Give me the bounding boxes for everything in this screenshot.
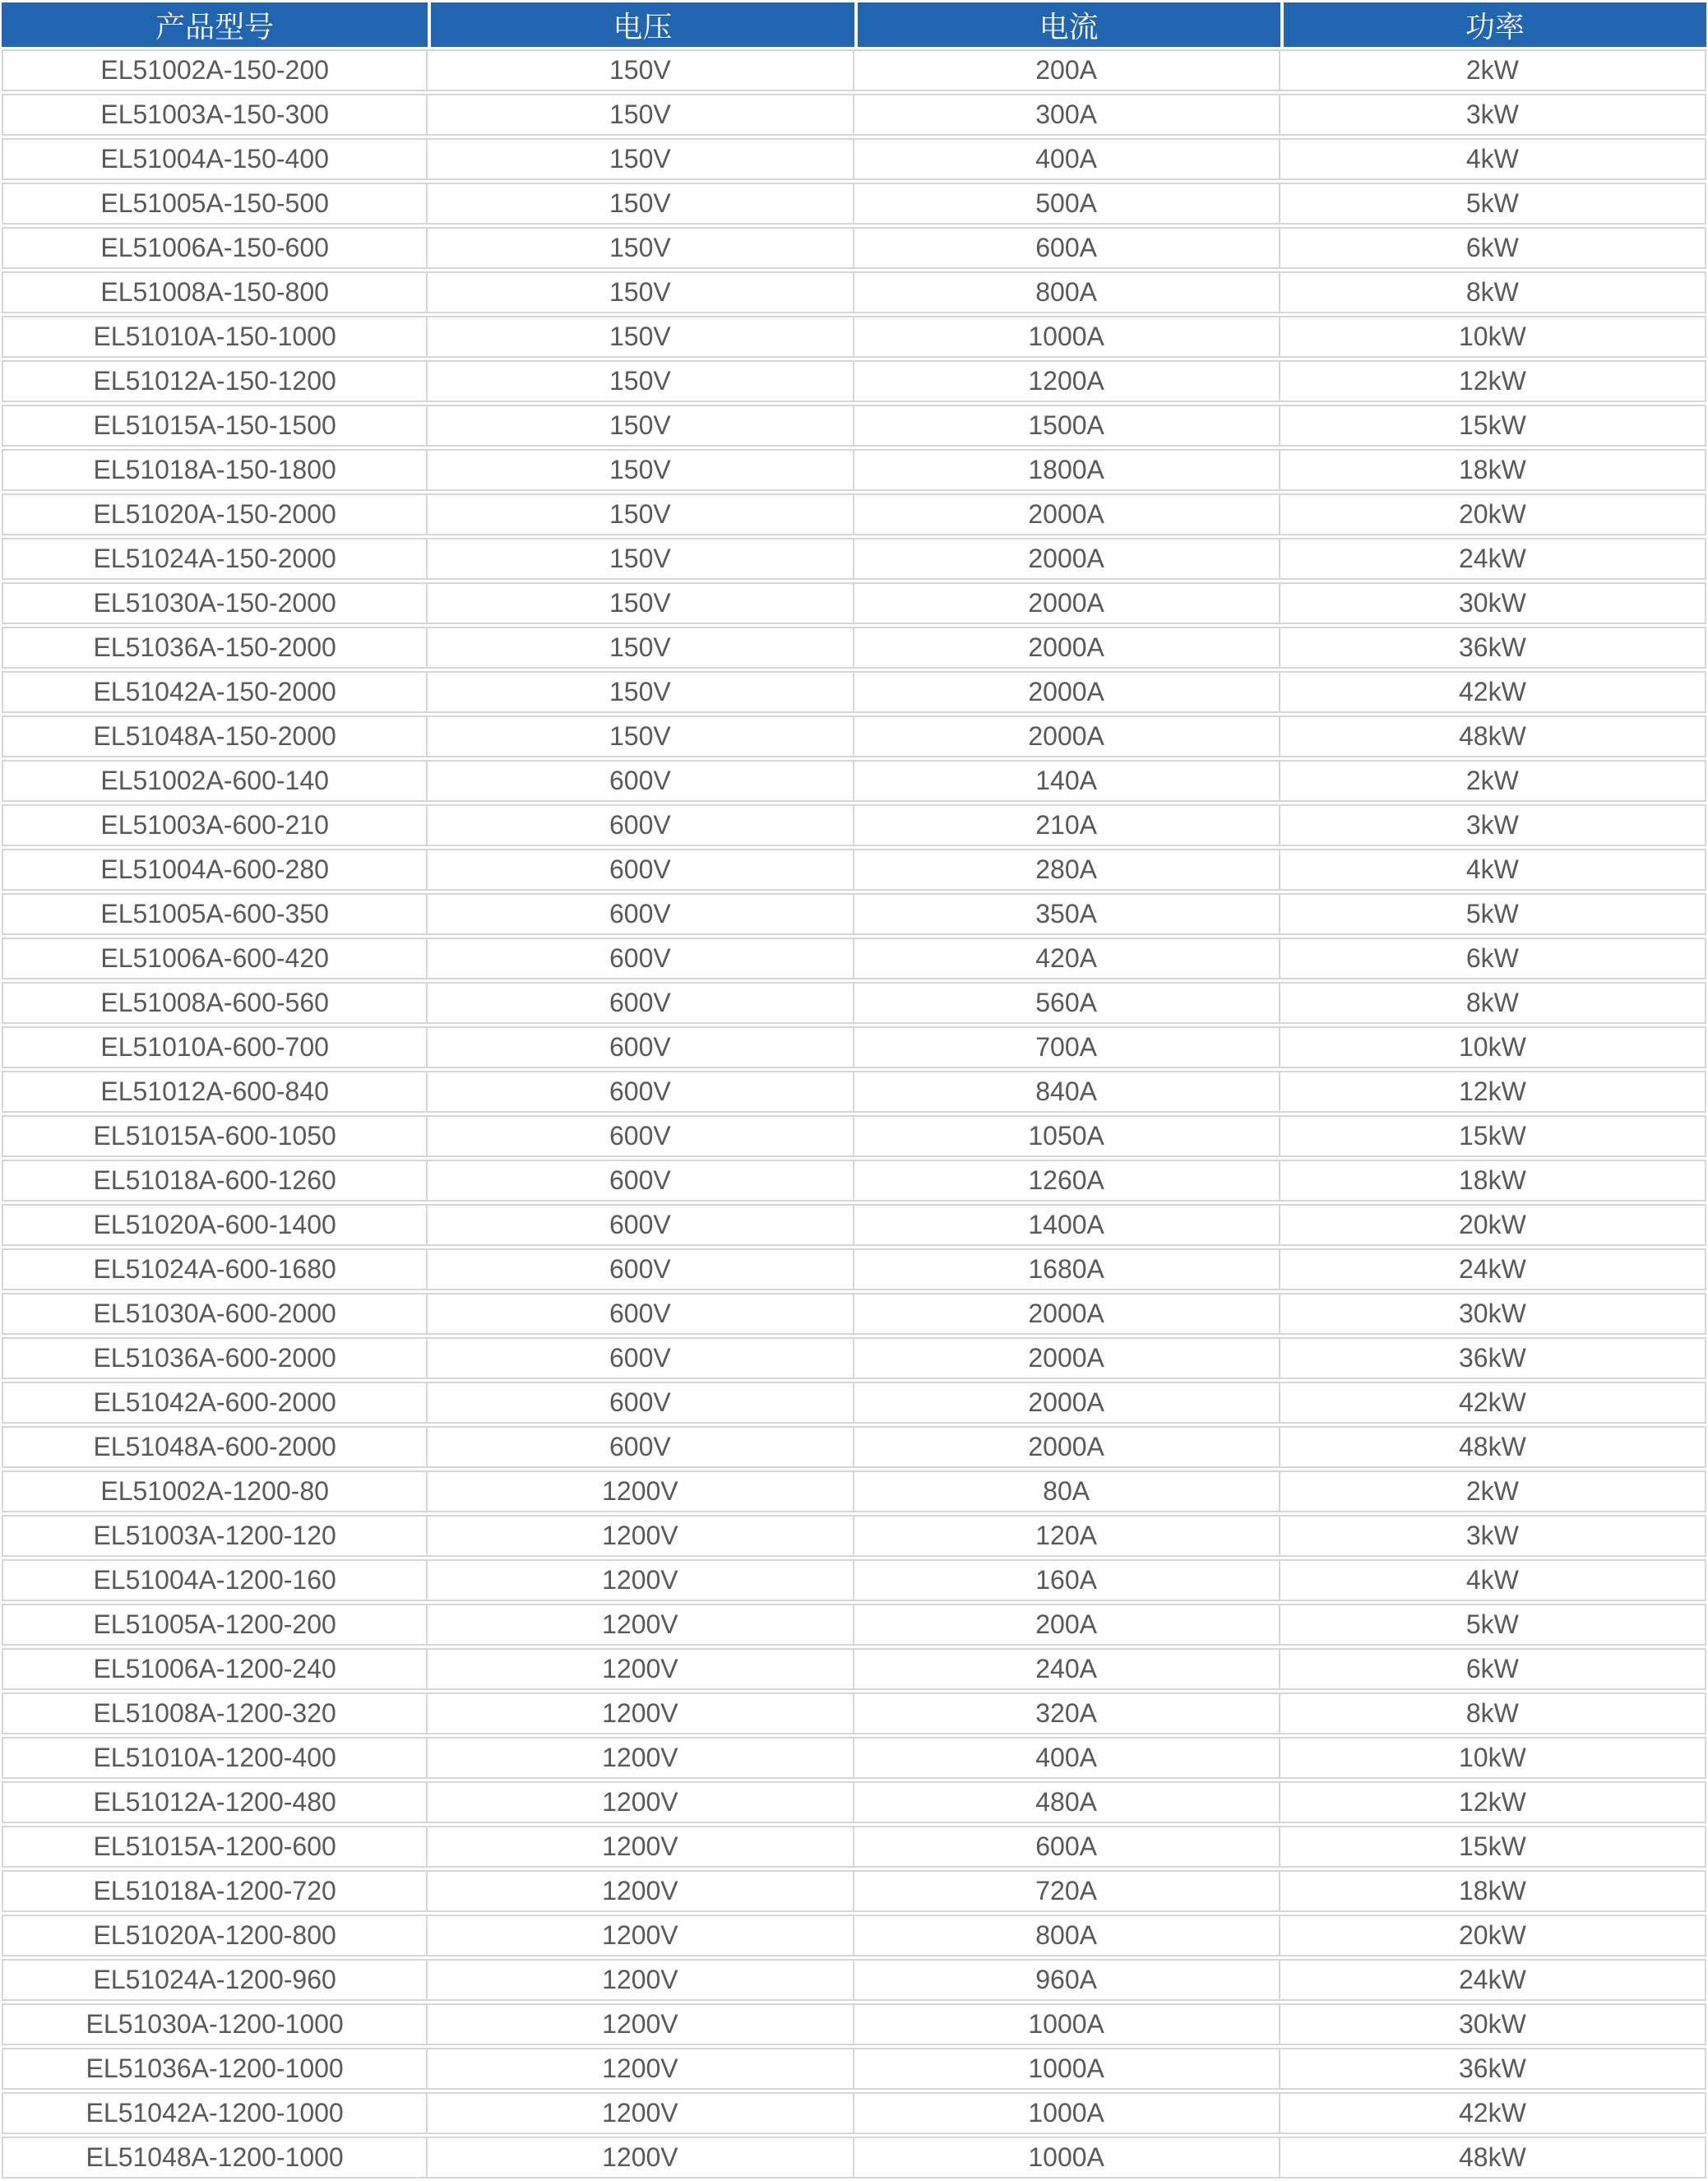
cell-model: EL51036A-600-2000	[2, 1337, 428, 1379]
cell-current: 140A	[854, 760, 1280, 802]
cell-current: 720A	[854, 1870, 1280, 1912]
cell-current: 2000A	[854, 582, 1280, 624]
table-row	[2, 538, 1706, 580]
cell-current: 1000A	[854, 2003, 1280, 2045]
cell-model: EL51006A-600-420	[2, 938, 428, 979]
cell-power: 10kW	[1280, 1026, 1706, 1068]
table-row	[2, 1515, 1706, 1557]
cell-power: 12kW	[1280, 1071, 1706, 1113]
table-row	[2, 449, 1706, 491]
cell-current: 2000A	[854, 493, 1280, 535]
table-row	[2, 804, 1706, 846]
cell-power: 12kW	[1280, 1781, 1706, 1823]
table-row	[2, 1737, 1706, 1779]
cell-model: EL51048A-1200-1000	[2, 2137, 428, 2179]
table-row	[2, 627, 1706, 669]
table-row	[2, 1559, 1706, 1601]
table-row	[2, 2137, 1706, 2179]
table-row	[2, 982, 1706, 1024]
cell-power: 42kW	[1280, 671, 1706, 713]
cell-current: 300A	[854, 94, 1280, 136]
cell-power: 5kW	[1280, 183, 1706, 225]
cell-current: 500A	[854, 183, 1280, 225]
table-row	[2, 760, 1706, 802]
cell-voltage: 600V	[428, 1071, 854, 1113]
cell-model: EL51003A-600-210	[2, 804, 428, 846]
cell-power: 15kW	[1280, 1115, 1706, 1157]
table-row	[2, 582, 1706, 624]
cell-current: 400A	[854, 138, 1280, 180]
cell-current: 120A	[854, 1515, 1280, 1557]
cell-power: 20kW	[1280, 1915, 1706, 1956]
cell-current: 240A	[854, 1648, 1280, 1690]
cell-power: 36kW	[1280, 2048, 1706, 2090]
table-row	[2, 1781, 1706, 1823]
cell-model: EL51030A-1200-1000	[2, 2003, 428, 2045]
cell-model: EL51003A-150-300	[2, 94, 428, 136]
cell-model: EL51002A-150-200	[2, 49, 428, 91]
cell-power: 30kW	[1280, 582, 1706, 624]
table-row	[2, 1426, 1706, 1468]
cell-current: 2000A	[854, 671, 1280, 713]
table-body	[2, 49, 1706, 2179]
cell-voltage: 1200V	[428, 1515, 854, 1557]
table-row	[2, 1071, 1706, 1113]
cell-model: EL51030A-150-2000	[2, 582, 428, 624]
table-row	[2, 849, 1706, 891]
cell-power: 4kW	[1280, 138, 1706, 180]
cell-voltage: 150V	[428, 138, 854, 180]
cell-power: 2kW	[1280, 1470, 1706, 1512]
table-row	[2, 1604, 1706, 1646]
cell-model: EL51010A-150-1000	[2, 316, 428, 358]
table-row	[2, 938, 1706, 979]
table-row	[2, 2092, 1706, 2134]
cell-current: 80A	[854, 1470, 1280, 1512]
cell-power: 12kW	[1280, 360, 1706, 402]
cell-model: EL51004A-600-280	[2, 849, 428, 891]
cell-current: 210A	[854, 804, 1280, 846]
cell-model: EL51003A-1200-120	[2, 1515, 428, 1557]
table-header-row	[2, 2, 1706, 47]
cell-voltage: 1200V	[428, 1604, 854, 1646]
cell-model: EL51005A-1200-200	[2, 1604, 428, 1646]
table-row	[2, 1959, 1706, 2001]
cell-current: 1000A	[854, 2092, 1280, 2134]
cell-current: 1400A	[854, 1204, 1280, 1246]
cell-power: 24kW	[1280, 538, 1706, 580]
table-row	[2, 1648, 1706, 1690]
cell-power: 48kW	[1280, 715, 1706, 757]
cell-current: 2000A	[854, 627, 1280, 669]
cell-current: 1000A	[854, 2137, 1280, 2179]
cell-voltage: 600V	[428, 1293, 854, 1335]
cell-power: 5kW	[1280, 893, 1706, 935]
table-row	[2, 1915, 1706, 1956]
cell-voltage: 600V	[428, 1026, 854, 1068]
cell-power: 48kW	[1280, 1426, 1706, 1468]
cell-voltage: 600V	[428, 1426, 854, 1468]
column-header-current: 电流	[854, 2, 1280, 47]
cell-power: 24kW	[1280, 1959, 1706, 2001]
cell-power: 2kW	[1280, 760, 1706, 802]
cell-current: 600A	[854, 227, 1280, 269]
cell-current: 160A	[854, 1559, 1280, 1601]
cell-power: 30kW	[1280, 1293, 1706, 1335]
table-row	[2, 1470, 1706, 1512]
cell-current: 600A	[854, 1826, 1280, 1868]
cell-current: 2000A	[854, 538, 1280, 580]
cell-model: EL51042A-1200-1000	[2, 2092, 428, 2134]
table-row	[2, 1826, 1706, 1868]
table-row	[2, 671, 1706, 713]
cell-power: 36kW	[1280, 1337, 1706, 1379]
cell-voltage: 150V	[428, 493, 854, 535]
cell-voltage: 600V	[428, 1115, 854, 1157]
cell-power: 18kW	[1280, 449, 1706, 491]
cell-power: 18kW	[1280, 1160, 1706, 1202]
cell-current: 560A	[854, 982, 1280, 1024]
table-row	[2, 1293, 1706, 1335]
cell-power: 42kW	[1280, 1382, 1706, 1424]
cell-current: 840A	[854, 1071, 1280, 1113]
cell-power: 20kW	[1280, 1204, 1706, 1246]
cell-current: 200A	[854, 49, 1280, 91]
cell-voltage: 600V	[428, 893, 854, 935]
table-row	[2, 138, 1706, 180]
cell-model: EL51048A-600-2000	[2, 1426, 428, 1468]
cell-voltage: 1200V	[428, 1959, 854, 2001]
cell-power: 2kW	[1280, 49, 1706, 91]
cell-model: EL51024A-150-2000	[2, 538, 428, 580]
cell-model: EL51018A-150-1800	[2, 449, 428, 491]
cell-current: 2000A	[854, 1293, 1280, 1335]
cell-voltage: 1200V	[428, 2092, 854, 2134]
cell-current: 480A	[854, 1781, 1280, 1823]
cell-model: EL51004A-1200-160	[2, 1559, 428, 1601]
cell-voltage: 600V	[428, 1160, 854, 1202]
cell-current: 400A	[854, 1737, 1280, 1779]
cell-model: EL51020A-1200-800	[2, 1915, 428, 1956]
cell-model: EL51042A-600-2000	[2, 1382, 428, 1424]
cell-voltage: 150V	[428, 183, 854, 225]
table-row	[2, 183, 1706, 225]
cell-power: 4kW	[1280, 1559, 1706, 1601]
cell-current: 1000A	[854, 316, 1280, 358]
cell-model: EL51004A-150-400	[2, 138, 428, 180]
table-row	[2, 1026, 1706, 1068]
cell-power: 6kW	[1280, 1648, 1706, 1690]
cell-voltage: 600V	[428, 849, 854, 891]
cell-power: 6kW	[1280, 227, 1706, 269]
cell-voltage: 150V	[428, 449, 854, 491]
table-row	[2, 1870, 1706, 1912]
cell-power: 6kW	[1280, 938, 1706, 979]
table-row	[2, 2003, 1706, 2045]
column-header-model: 产品型号	[2, 2, 428, 47]
cell-voltage: 150V	[428, 49, 854, 91]
cell-current: 1000A	[854, 2048, 1280, 2090]
cell-current: 700A	[854, 1026, 1280, 1068]
cell-voltage: 1200V	[428, 1737, 854, 1779]
cell-model: EL51020A-150-2000	[2, 493, 428, 535]
cell-model: EL51020A-600-1400	[2, 1204, 428, 1246]
cell-voltage: 1200V	[428, 1559, 854, 1601]
cell-current: 350A	[854, 893, 1280, 935]
cell-power: 20kW	[1280, 493, 1706, 535]
cell-power: 3kW	[1280, 804, 1706, 846]
cell-current: 2000A	[854, 1426, 1280, 1468]
table-row	[2, 94, 1706, 136]
cell-model: EL51015A-1200-600	[2, 1826, 428, 1868]
cell-model: EL51012A-600-840	[2, 1071, 428, 1113]
cell-model: EL51048A-150-2000	[2, 715, 428, 757]
table-row	[2, 1204, 1706, 1246]
cell-power: 30kW	[1280, 2003, 1706, 2045]
cell-current: 1800A	[854, 449, 1280, 491]
cell-model: EL51015A-150-1500	[2, 405, 428, 447]
cell-power: 15kW	[1280, 1826, 1706, 1868]
table-row	[2, 1337, 1706, 1379]
table-row	[2, 405, 1706, 447]
cell-voltage: 1200V	[428, 1870, 854, 1912]
cell-voltage: 150V	[428, 582, 854, 624]
cell-current: 800A	[854, 1915, 1280, 1956]
cell-voltage: 150V	[428, 627, 854, 669]
cell-voltage: 600V	[428, 804, 854, 846]
table-row	[2, 493, 1706, 535]
cell-model: EL51036A-150-2000	[2, 627, 428, 669]
table-row	[2, 893, 1706, 935]
cell-model: EL51036A-1200-1000	[2, 2048, 428, 2090]
cell-power: 8kW	[1280, 271, 1706, 313]
cell-voltage: 600V	[428, 1204, 854, 1246]
cell-model: EL51002A-1200-80	[2, 1470, 428, 1512]
cell-voltage: 150V	[428, 671, 854, 713]
cell-model: EL51024A-600-1680	[2, 1248, 428, 1290]
cell-model: EL51002A-600-140	[2, 760, 428, 802]
cell-voltage: 600V	[428, 1337, 854, 1379]
cell-current: 420A	[854, 938, 1280, 979]
cell-model: EL51005A-150-500	[2, 183, 428, 225]
cell-power: 15kW	[1280, 405, 1706, 447]
cell-voltage: 1200V	[428, 1781, 854, 1823]
cell-voltage: 600V	[428, 938, 854, 979]
cell-model: EL51008A-600-560	[2, 982, 428, 1024]
cell-voltage: 1200V	[428, 2003, 854, 2045]
cell-current: 280A	[854, 849, 1280, 891]
cell-voltage: 600V	[428, 982, 854, 1024]
cell-power: 5kW	[1280, 1604, 1706, 1646]
column-header-voltage: 电压	[428, 2, 854, 47]
cell-voltage: 150V	[428, 316, 854, 358]
cell-voltage: 1200V	[428, 1826, 854, 1868]
table-row	[2, 271, 1706, 313]
cell-current: 1680A	[854, 1248, 1280, 1290]
cell-model: EL51042A-150-2000	[2, 671, 428, 713]
cell-power: 24kW	[1280, 1248, 1706, 1290]
cell-voltage: 150V	[428, 271, 854, 313]
cell-model: EL51008A-1200-320	[2, 1692, 428, 1734]
cell-voltage: 150V	[428, 94, 854, 136]
cell-current: 2000A	[854, 1382, 1280, 1424]
cell-voltage: 1200V	[428, 1470, 854, 1512]
cell-model: EL51010A-1200-400	[2, 1737, 428, 1779]
table-row	[2, 1692, 1706, 1734]
cell-model: EL51024A-1200-960	[2, 1959, 428, 2001]
cell-current: 1050A	[854, 1115, 1280, 1157]
cell-power: 3kW	[1280, 1515, 1706, 1557]
cell-current: 320A	[854, 1692, 1280, 1734]
cell-power: 10kW	[1280, 316, 1706, 358]
cell-voltage: 1200V	[428, 2048, 854, 2090]
cell-voltage: 1200V	[428, 1692, 854, 1734]
cell-power: 48kW	[1280, 2137, 1706, 2179]
column-header-power: 功率	[1280, 2, 1706, 47]
cell-model: EL51005A-600-350	[2, 893, 428, 935]
cell-current: 1200A	[854, 360, 1280, 402]
cell-voltage: 600V	[428, 760, 854, 802]
cell-model: EL51012A-150-1200	[2, 360, 428, 402]
cell-model: EL51006A-1200-240	[2, 1648, 428, 1690]
cell-model: EL51012A-1200-480	[2, 1781, 428, 1823]
cell-voltage: 1200V	[428, 2137, 854, 2179]
cell-model: EL51018A-600-1260	[2, 1160, 428, 1202]
table-row	[2, 360, 1706, 402]
table-row	[2, 1115, 1706, 1157]
cell-voltage: 150V	[428, 227, 854, 269]
table-row	[2, 1382, 1706, 1424]
cell-power: 4kW	[1280, 849, 1706, 891]
table-row	[2, 1248, 1706, 1290]
cell-voltage: 1200V	[428, 1915, 854, 1956]
cell-current: 200A	[854, 1604, 1280, 1646]
table-row	[2, 715, 1706, 757]
table-row	[2, 316, 1706, 358]
table-row	[2, 2048, 1706, 2090]
cell-model: EL51015A-600-1050	[2, 1115, 428, 1157]
cell-power: 3kW	[1280, 94, 1706, 136]
cell-power: 36kW	[1280, 627, 1706, 669]
table-row	[2, 1160, 1706, 1202]
cell-power: 18kW	[1280, 1870, 1706, 1912]
cell-model: EL51006A-150-600	[2, 227, 428, 269]
cell-voltage: 150V	[428, 715, 854, 757]
cell-power: 42kW	[1280, 2092, 1706, 2134]
cell-voltage: 600V	[428, 1382, 854, 1424]
cell-model: EL51018A-1200-720	[2, 1870, 428, 1912]
cell-model: EL51010A-600-700	[2, 1026, 428, 1068]
cell-power: 8kW	[1280, 982, 1706, 1024]
table-row	[2, 227, 1706, 269]
cell-current: 800A	[854, 271, 1280, 313]
cell-current: 960A	[854, 1959, 1280, 2001]
cell-voltage: 600V	[428, 1248, 854, 1290]
product-spec-table	[2, 0, 1706, 2181]
cell-voltage: 150V	[428, 405, 854, 447]
table-row	[2, 49, 1706, 91]
cell-voltage: 1200V	[428, 1648, 854, 1690]
cell-model: EL51030A-600-2000	[2, 1293, 428, 1335]
cell-voltage: 150V	[428, 538, 854, 580]
cell-current: 2000A	[854, 715, 1280, 757]
cell-power: 8kW	[1280, 1692, 1706, 1734]
cell-model: EL51008A-150-800	[2, 271, 428, 313]
cell-current: 1260A	[854, 1160, 1280, 1202]
cell-current: 2000A	[854, 1337, 1280, 1379]
cell-power: 10kW	[1280, 1737, 1706, 1779]
cell-voltage: 150V	[428, 360, 854, 402]
cell-current: 1500A	[854, 405, 1280, 447]
